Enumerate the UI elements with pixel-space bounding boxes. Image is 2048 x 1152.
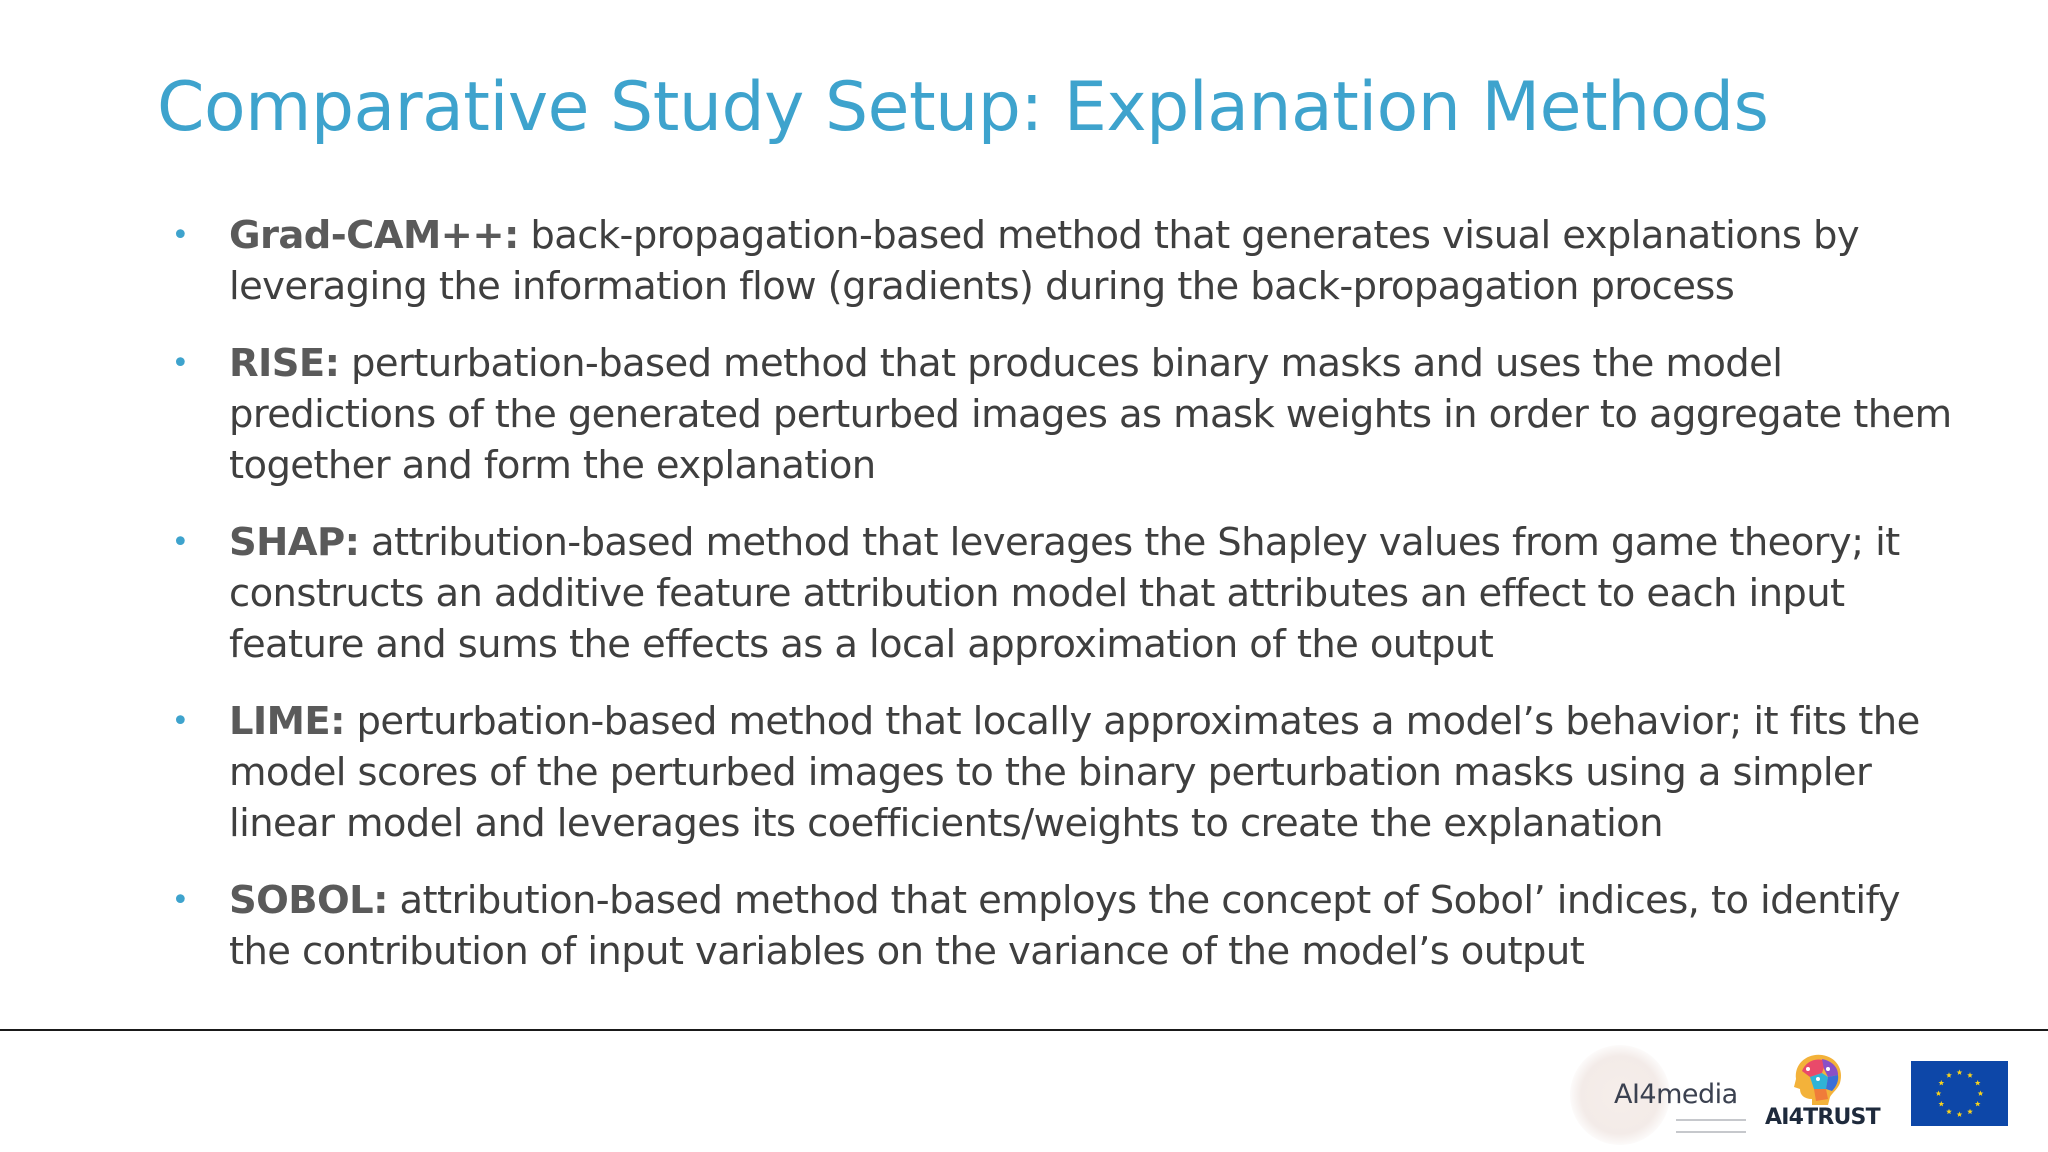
ai4trust-wordmark: AI4TRUST (1765, 1105, 1880, 1130)
bullet-text: back-propagation-based method that generates visual explanations by leveraging the information flow (gradients) during the back-propagation process (229, 213, 1860, 309)
bullet-item-sobol (170, 875, 1970, 977)
bullet-item-grad-cam (170, 210, 1970, 312)
bullet-item-lime (170, 696, 1970, 849)
bullet-item-shap (170, 517, 1970, 670)
bullet-dot-icon: • (171, 704, 189, 739)
eu-flag-logo (1911, 1061, 2008, 1126)
bullet-dot-icon: • (171, 883, 189, 918)
bullet-dot-icon: • (171, 346, 189, 381)
bullet-term: SHAP: (229, 520, 360, 565)
footer-divider (0, 1029, 2048, 1031)
brain-head-icon (1782, 1049, 1848, 1107)
ai4media-logo (1570, 1045, 1750, 1145)
bullet-item-rise (170, 338, 1970, 491)
bullet-text: attribution-based method that employs the concept of Sobol’ indices, to identify the contribution of input variables on the variance of the model’s output (229, 878, 1900, 974)
ai4media-wordmark: AI4media (1614, 1079, 1738, 1110)
bullet-text: attribution-based method that leverages the Shapley values from game theory; it constructs an additive feature attribution model that attributes an effect to each input feature and sums the effects as a local approximation of the output (229, 520, 1900, 667)
bullet-dot-icon: • (171, 525, 189, 560)
ai4media-tagline (1676, 1119, 1746, 1133)
bullet-term: Grad-CAM++: (229, 213, 519, 258)
bullet-term: SOBOL: (229, 878, 388, 923)
bullet-dot-icon: • (171, 218, 189, 253)
slide-title: Comparative Study Setup: Explanation Methods (157, 68, 1769, 147)
bullet-list (170, 210, 1970, 1003)
bullet-text: perturbation-based method that produces binary masks and uses the model predictions of the generated perturbed images as mask weights in order to aggregate them together and form the explanation (229, 341, 1952, 488)
bullet-text: perturbation-based method that locally approximates a model’s behavior; it fits the model scores of the perturbed images to the binary perturbation masks using a simpler linear model and leverages its coefficients/weights to create the explanation (229, 699, 1920, 846)
bullet-term: RISE: (229, 341, 340, 386)
bullet-term: LIME: (229, 699, 345, 744)
ai4trust-logo (1760, 1045, 1880, 1135)
